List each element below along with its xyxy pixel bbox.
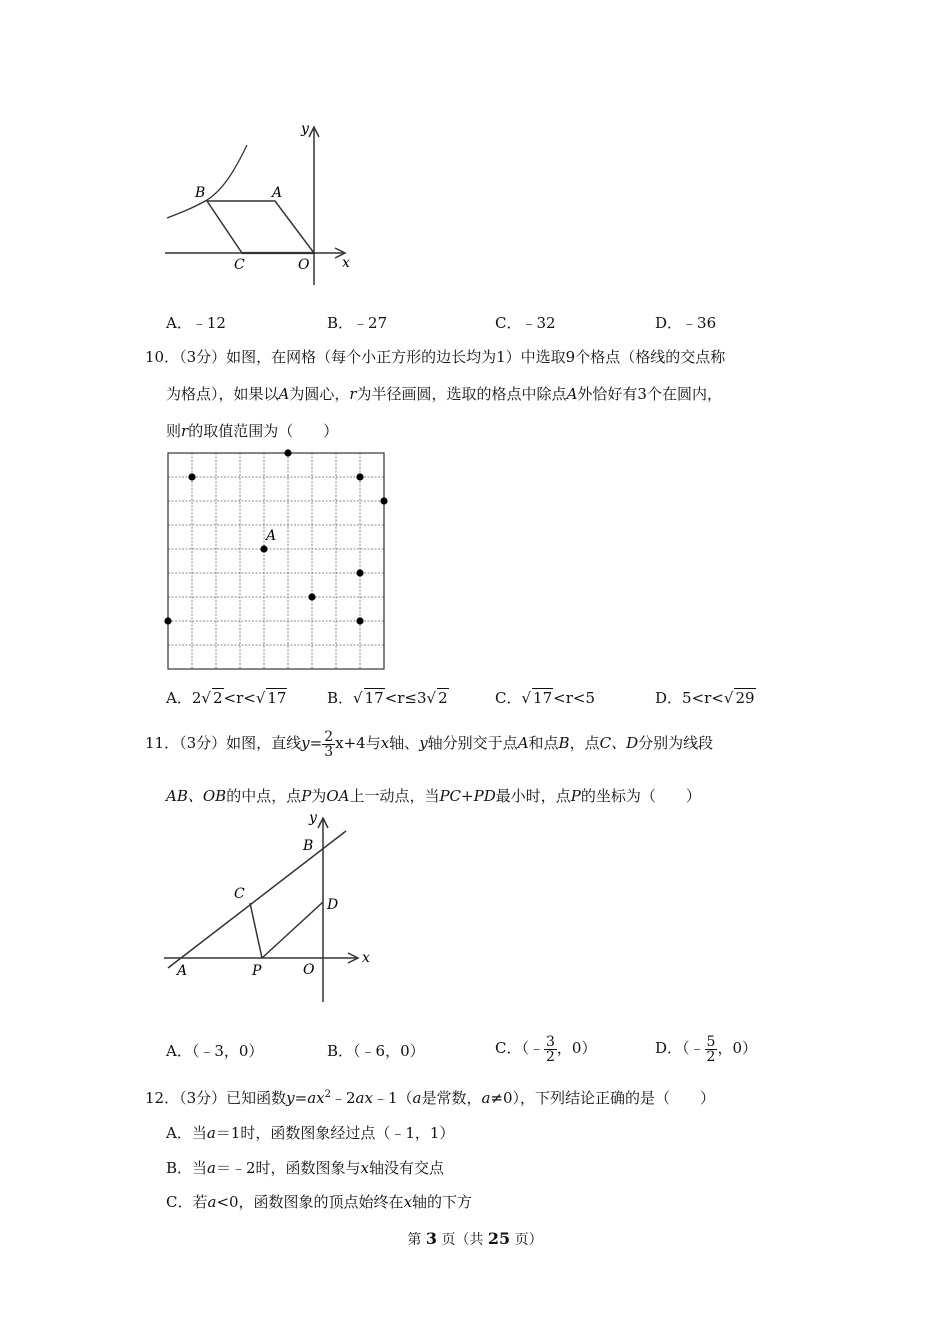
figure-q9 bbox=[155, 115, 355, 285]
q10-option-c[interactable]: C．√ 17<r<5 bbox=[495, 689, 595, 707]
fig11-label-B: B bbox=[303, 838, 314, 854]
q12-option-b[interactable]: B．当a＝﹣2时，函数图象与x轴没有交点 bbox=[166, 1159, 445, 1177]
figure-q11 bbox=[160, 810, 380, 1010]
grid-point bbox=[356, 473, 363, 480]
fig10-label-A: A bbox=[266, 528, 277, 544]
q10-option-d[interactable]: D．5<r<√ 29 bbox=[655, 689, 755, 707]
grid-point bbox=[356, 617, 363, 624]
q9-option-b[interactable]: B．﹣27 bbox=[327, 314, 388, 332]
grid-point-A bbox=[260, 545, 267, 552]
q11-fraction: $\frac{2}{3}$ bbox=[324, 728, 334, 760]
q12-stem: 12．（3分）已知函数$y=ax^2﹣2ax﹣1(a$是常数，a≠0），下列结论正确的是（ ） bbox=[145, 1089, 716, 1107]
fig11-label-O: O bbox=[303, 962, 315, 978]
fig9-label-A: A bbox=[272, 185, 283, 201]
fig11-label-P: P bbox=[252, 963, 262, 979]
q10-option-a[interactable]: A．2√ 2<r<√ 17 bbox=[166, 689, 287, 707]
grid-point bbox=[188, 473, 195, 480]
q10-stem-line2: 为格点），如果以A为圆心，r为半径画圆，选取的格点中除点A外恰好有3个在圆内， bbox=[166, 385, 722, 403]
grid-point bbox=[284, 449, 291, 456]
q10-stem-line3: 则r的取值范围为（ ） bbox=[166, 422, 339, 440]
fig11-label-y: y bbox=[309, 810, 317, 826]
q12-option-c[interactable]: C．若a<0，函数图象的顶点始终在x轴的下方 bbox=[166, 1193, 473, 1211]
fig9-label-B: B bbox=[195, 185, 206, 201]
fig11-label-A: A bbox=[177, 963, 188, 979]
grid-point bbox=[308, 593, 315, 600]
fig11-label-x: x bbox=[362, 950, 370, 966]
fig9-label-C: C bbox=[234, 257, 245, 273]
q11-option-d[interactable]: D．（﹣ $\frac{5}{2}$ ，0） bbox=[655, 1033, 757, 1065]
total-page-number: 25 bbox=[487, 1229, 511, 1248]
q9-option-d[interactable]: D．﹣36 bbox=[655, 314, 717, 332]
q9-option-a[interactable]: A．﹣12 bbox=[166, 314, 226, 332]
q11-stem-line1: 11．（3分）如图，直线y= $\frac{2}{3}$ x+4与x轴、y轴分别交于点A和点B，点C、D分别为线段 bbox=[145, 728, 714, 760]
q11-option-c[interactable]: C．（﹣ $\frac{3}{2}$ ，0） bbox=[495, 1033, 597, 1065]
fig9-label-x: x bbox=[342, 255, 350, 271]
figure-q10-grid bbox=[163, 450, 393, 670]
grid-point bbox=[164, 617, 171, 624]
fig11-label-D: D bbox=[327, 897, 339, 913]
q11-stem-line2: AB、OB的中点，点P为OA上一动点，当PC+PD最小时，点P的坐标为（ ） bbox=[166, 787, 701, 805]
q9-option-c[interactable]: C．﹣32 bbox=[495, 314, 556, 332]
fig9-label-y: y bbox=[301, 121, 309, 137]
grid-point bbox=[380, 497, 387, 504]
fig9-label-O: O bbox=[298, 257, 310, 273]
fig11-label-C: C bbox=[234, 886, 245, 902]
q10-option-b[interactable]: B．√ 17<r≤3√ 2 bbox=[327, 689, 448, 707]
grid-point bbox=[356, 569, 363, 576]
q11-option-b[interactable]: B．（﹣6，0） bbox=[327, 1042, 425, 1060]
q11-option-a[interactable]: A．（﹣3，0） bbox=[166, 1042, 264, 1060]
q12-option-a[interactable]: A．当a＝1时，函数图象经过点（﹣1，1） bbox=[166, 1124, 455, 1142]
current-page-number: 3 bbox=[425, 1229, 437, 1248]
page-footer: 第 3 页（共 25 页） bbox=[407, 1229, 543, 1248]
q10-stem-line1: 10．（3分）如图，在网格（每个小正方形的边长均为1）中选取9个格点（格线的交点称 bbox=[145, 348, 726, 366]
